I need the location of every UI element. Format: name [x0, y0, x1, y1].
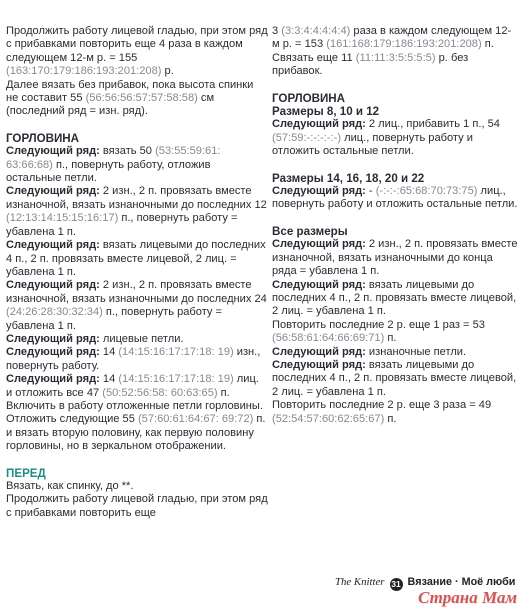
- instruction-row: Следующий ряд: вязать 50 (53:55:59:61: 63:66:68) п., повернуть работу, отложив остальные петли.: [6, 145, 221, 185]
- sizes-heading: Размеры 8, 10 и 12: [272, 105, 380, 119]
- paragraph: Повторить последние 2 р. еще 3 раза = 49 (52:54:57:60:62:65:67) п.: [272, 399, 492, 425]
- left-column: [6, 25, 268, 520]
- magazine-name-russian: Вязание · Моё люби: [407, 576, 516, 588]
- paragraph: Включить в работу отложенные петли горловины.: [6, 399, 263, 412]
- paragraph: Повторить последние 2 р. еще 1 раз = 53 (56:58:61:64:66:69:71) п.: [272, 318, 485, 345]
- paragraph: Вязать, как спинку, до **.: [6, 480, 134, 492]
- instruction-row: Следующий ряд: 2 изн., 2 п. провязать вместе изнаночной, вязать изнаночными до последних 12 (12:13:14:15:15:16:17) п., повернуть работу = убавлена 1 п.: [6, 185, 267, 238]
- instruction-row: Следующий ряд: вязать лицевыми до последних 4 п., 2 п. провязать вместе лицевой, 2 лиц. = убавлена 1 п.: [272, 358, 517, 398]
- paragraph: Связать еще 11 (11:11:3:5:5:5:5) р. без прибавок.: [272, 51, 469, 78]
- paragraph: Отложить следующие 55 (57:60:61:64:67: 69:72) п. и вязать вторую половину, как первую половину горловины, но в зеркальном отображении.: [6, 413, 266, 453]
- instruction-row: Следующий ряд: вязать лицевыми до последних 4 п., 2 п. провязать вместе лицевой, 2 лиц. = убавлена 1 п.: [6, 239, 266, 278]
- section-heading-front: ПЕРЕД: [6, 466, 46, 480]
- section-heading-neckline: ГОРЛОВИНА: [272, 91, 346, 105]
- sizes-heading: Все размеры: [272, 224, 348, 238]
- instruction-row: Следующий ряд: лицевые петли.: [6, 332, 184, 345]
- right-column: [272, 25, 518, 426]
- paragraph: 3 (3:3:4:4:4:4:4) раза в каждом следующем 12-м р. = 153 (161:168:179:186:193:201:208) п.: [272, 25, 512, 51]
- page-number: 31: [391, 579, 401, 589]
- paragraph: Продолжить работу лицевой гладью, при этом ряд с прибавками повторить еще 4 раза в каждом следующем 12-м р. = 155 (163:170:179:186:193:201:208) р.: [6, 25, 268, 78]
- section-heading-neckline: ГОРЛОВИНА: [6, 131, 80, 145]
- instruction-row: Следующий ряд: изнаночные петли.: [272, 345, 467, 358]
- instruction-row: Следующий ряд: 2 изн., 2 п. провязать вместе изнаночной, вязать изнаночными до конца ряда = убавлена 1 п.: [272, 238, 518, 278]
- paragraph: Продолжить работу лицевой гладью, при этом ряд с прибавками повторить еще: [6, 493, 268, 519]
- sizes-heading: Размеры 14, 16, 18, 20 и 22: [272, 171, 425, 185]
- instruction-row: Следующий ряд: вязать лицевыми до последних 4 п., 2 п. провязать вместе лицевой, 2 лиц. = убавлена 1 п.: [272, 278, 517, 318]
- paragraph: Далее вязать без прибавок, пока высота спинки не составит 55 (56:56:56:57:57:58:58) см (последний ряд = изн. ряд).: [6, 78, 254, 118]
- instruction-row: Следующий ряд: 14 (14:15:16:17:17:18: 19) изн., повернуть работу.: [6, 346, 261, 372]
- instruction-row: Следующий ряд: 2 лиц., прибавить 1 п., 54 (57:59:-:-:-:-:-) лиц., повернуть работу и отложить остальные петли.: [272, 118, 500, 158]
- instruction-row: Следующий ряд: - (-:-:-:65:68:70:73:75) лиц., повернуть работу и отложить остальные петли.: [272, 185, 518, 211]
- magazine-name: The Knitter: [335, 576, 385, 588]
- instruction-row: Следующий ряд: 14 (14:15:16:17:17:18: 19) лиц. и отложить все 47 (50:52:56:58: 60:63:65) п.: [6, 373, 259, 399]
- instruction-row: Следующий ряд: 2 изн., 2 п. провязать вместе изнаночной, вязать изнаночными до последних 24 (24:26:28:30:32:34) п., повернуть работу = убавлена 1 п.: [6, 279, 267, 332]
- watermark-logo: Страна Мам: [417, 588, 517, 607]
